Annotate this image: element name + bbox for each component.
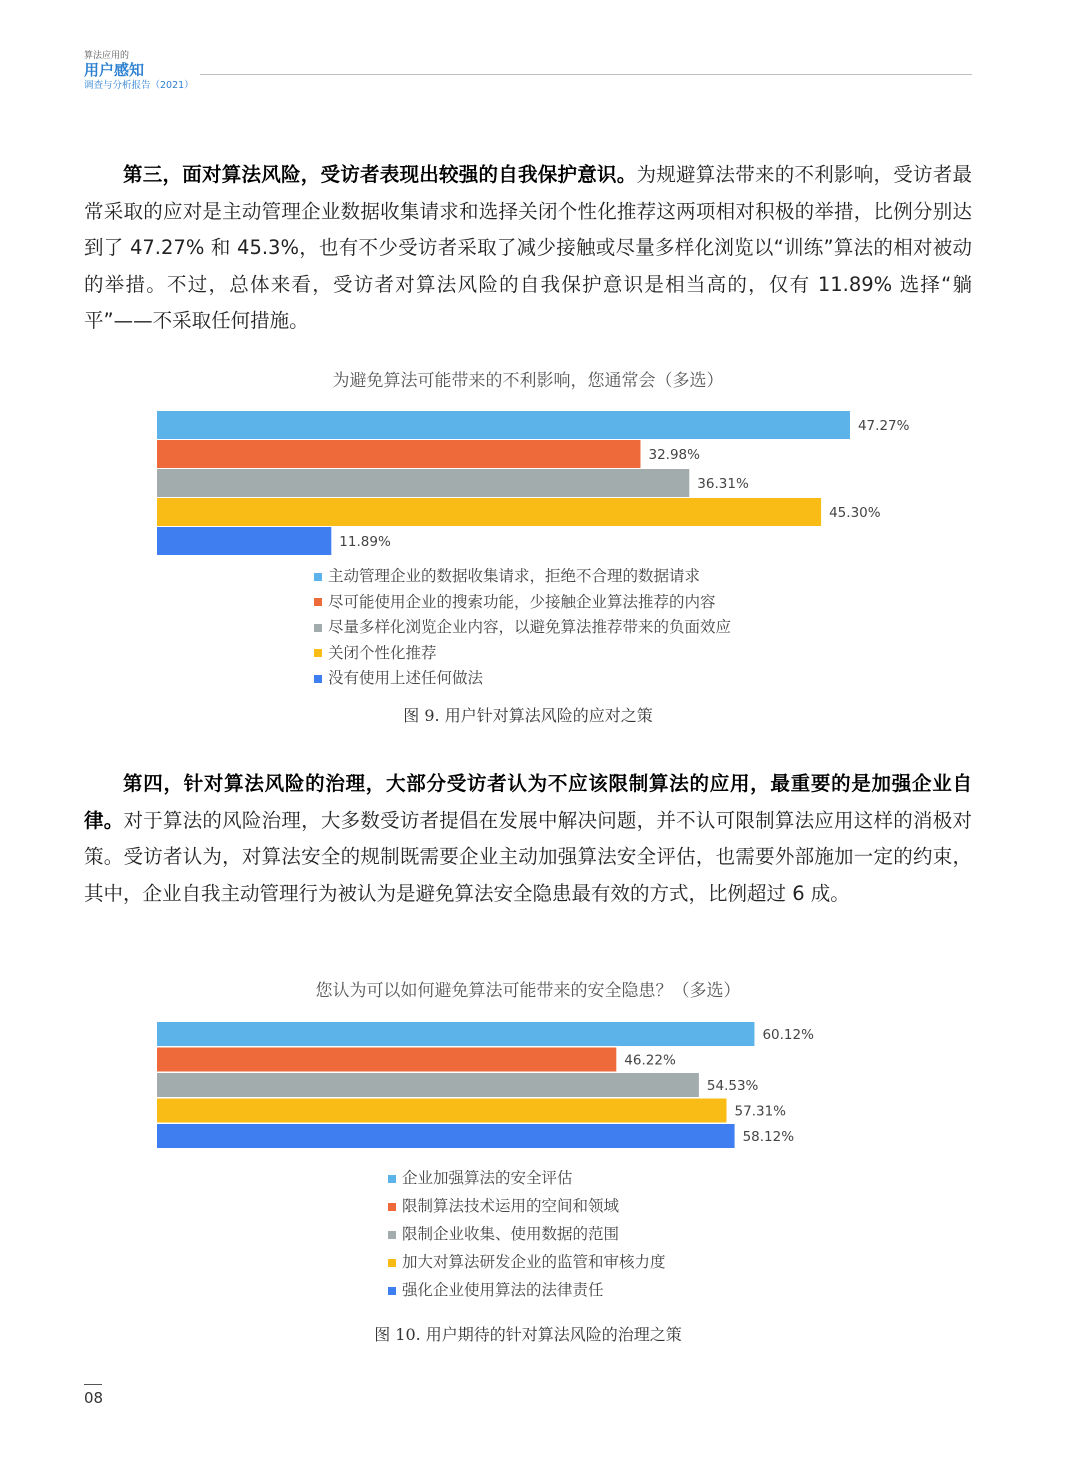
legend-swatch [314, 624, 322, 632]
legend-swatch [314, 675, 322, 683]
bar-3 [157, 469, 689, 497]
paragraph-fourth-point [84, 766, 972, 912]
bar-value-label-4: 57.31% [734, 1103, 787, 1120]
bar-value-label-5: 11.89% [339, 534, 391, 550]
legend-item-1 [314, 564, 731, 590]
report-header [84, 50, 194, 92]
bar-5 [157, 527, 331, 555]
figure9-caption: 图 9. 用户针对算法风险的应对之策 [403, 706, 653, 725]
legend-label: 限制企业收集、使用数据的范围 [402, 1225, 620, 1243]
bar-value-label-1: 60.12% [762, 1027, 814, 1043]
bar-3 [157, 1073, 699, 1097]
figure10-caption: 图 10. 用户期待的针对算法风险的治理之策 [374, 1325, 682, 1344]
bar-value-label-3: 54.53% [706, 1078, 759, 1094]
legend-label: 没有使用上述任何做法 [328, 669, 484, 687]
bar-value-label-5: 58.12% [742, 1129, 795, 1145]
legend-label: 强化企业使用算法的法律责任 [402, 1281, 604, 1299]
legend-item-1 [388, 1164, 666, 1192]
legend-swatch [388, 1259, 396, 1267]
bar-1 [157, 1022, 754, 1046]
paragraph-body: 为规避算法带来的不利影响，受访者最常采取的应对是主动管理企业数据收集请求和选择关闭个性化推荐这两项相对积极的举措，比例分别达到了 47.27% 和 45.3%，也有不少受访者采取了减少接触或尽量多样化浏览以“训练”算法的相对被动的举措。不过，总体来看，受访者对算法风险的自我保护意识是相当高的，仅有 11.89% 选择“躺平”——不采取任何措施。 [84, 163, 972, 332]
header-line1: 算法应用的 [84, 51, 130, 61]
legend-item-3 [314, 615, 731, 641]
paragraph-third-point [84, 157, 972, 340]
legend-label: 尽可能使用企业的搜索功能，少接触企业算法推荐的内容 [328, 592, 716, 611]
chart2-bars [0, 1018, 1080, 1152]
bar-value-label-1: 47.27% [857, 418, 910, 434]
bar-4 [157, 498, 821, 526]
legend-label: 加大对算法研发企业的监管和审核力度 [402, 1253, 666, 1271]
legend-swatch [388, 1203, 396, 1211]
legend-item-5 [388, 1276, 666, 1304]
bar-1 [157, 411, 850, 439]
header-title: 用户感知 [84, 61, 145, 79]
legend-label: 主动管理企业的数据收集请求，拒绝不合理的数据请求 [328, 567, 701, 585]
chart1-bars [0, 405, 1080, 560]
bar-5 [157, 1124, 735, 1148]
chart1-title: 为避免算法可能带来的不利影响，您通常会（多选） [332, 371, 724, 391]
legend-label: 尽量多样化浏览企业内容，以避免算法推荐带来的负面效应 [328, 618, 732, 636]
legend-label: 关闭个性化推荐 [328, 643, 437, 662]
legend-label: 限制算法技术运用的空间和领域 [402, 1197, 620, 1215]
legend-item-3 [388, 1220, 666, 1248]
legend-swatch [314, 573, 322, 581]
bar-2 [157, 440, 640, 468]
legend-swatch [388, 1231, 396, 1239]
bar-4 [157, 1099, 727, 1123]
header-divider [200, 74, 972, 75]
legend-swatch [388, 1175, 396, 1183]
page-number: 08 [84, 1389, 104, 1407]
chart2-title: 您认为可以如何避免算法可能带来的安全隐患？（多选） [315, 981, 741, 1001]
legend-item-4 [314, 641, 731, 667]
paragraph-lead: 第四，针对算法风险的治理，大部分受访者认为不应该限制算法的应用，最重要的是加强企业自律。 [84, 772, 972, 832]
legend-swatch [388, 1287, 396, 1295]
legend-item-4 [388, 1248, 666, 1276]
paragraph-body: 对于算法的风险治理，大多数受访者提倡在发展中解决问题，并不认可限制算法应用这样的消极对策。受访者认为，对算法安全的规制既需要企业主动加强算法安全评估，也需要外部施加一定的约束，其中，企业自我主动管理行为被认为是避免算法安全隐患最有效的方式，比例超过 6 成。 [84, 808, 972, 905]
legend-swatch [314, 649, 322, 657]
chart1-legend [314, 564, 731, 692]
bar-value-label-4: 45.30% [829, 505, 881, 521]
chart2-legend [388, 1164, 666, 1304]
bar-value-label-2: 32.98% [648, 447, 700, 463]
page-number-rule [84, 1384, 102, 1385]
legend-item-2 [388, 1192, 666, 1220]
bar-value-label-2: 46.22% [624, 1052, 676, 1069]
legend-label: 企业加强算法的安全评估 [402, 1169, 573, 1187]
bar-2 [157, 1048, 616, 1072]
bar-value-label-3: 36.31% [697, 476, 749, 492]
legend-item-2 [314, 590, 731, 616]
header-subtitle: 调查与分析报告（2021） [84, 80, 194, 91]
legend-swatch [314, 598, 322, 606]
paragraph-lead: 第三，面对算法风险，受访者表现出较强的自我保护意识。 [123, 163, 637, 186]
legend-item-5 [314, 666, 731, 692]
